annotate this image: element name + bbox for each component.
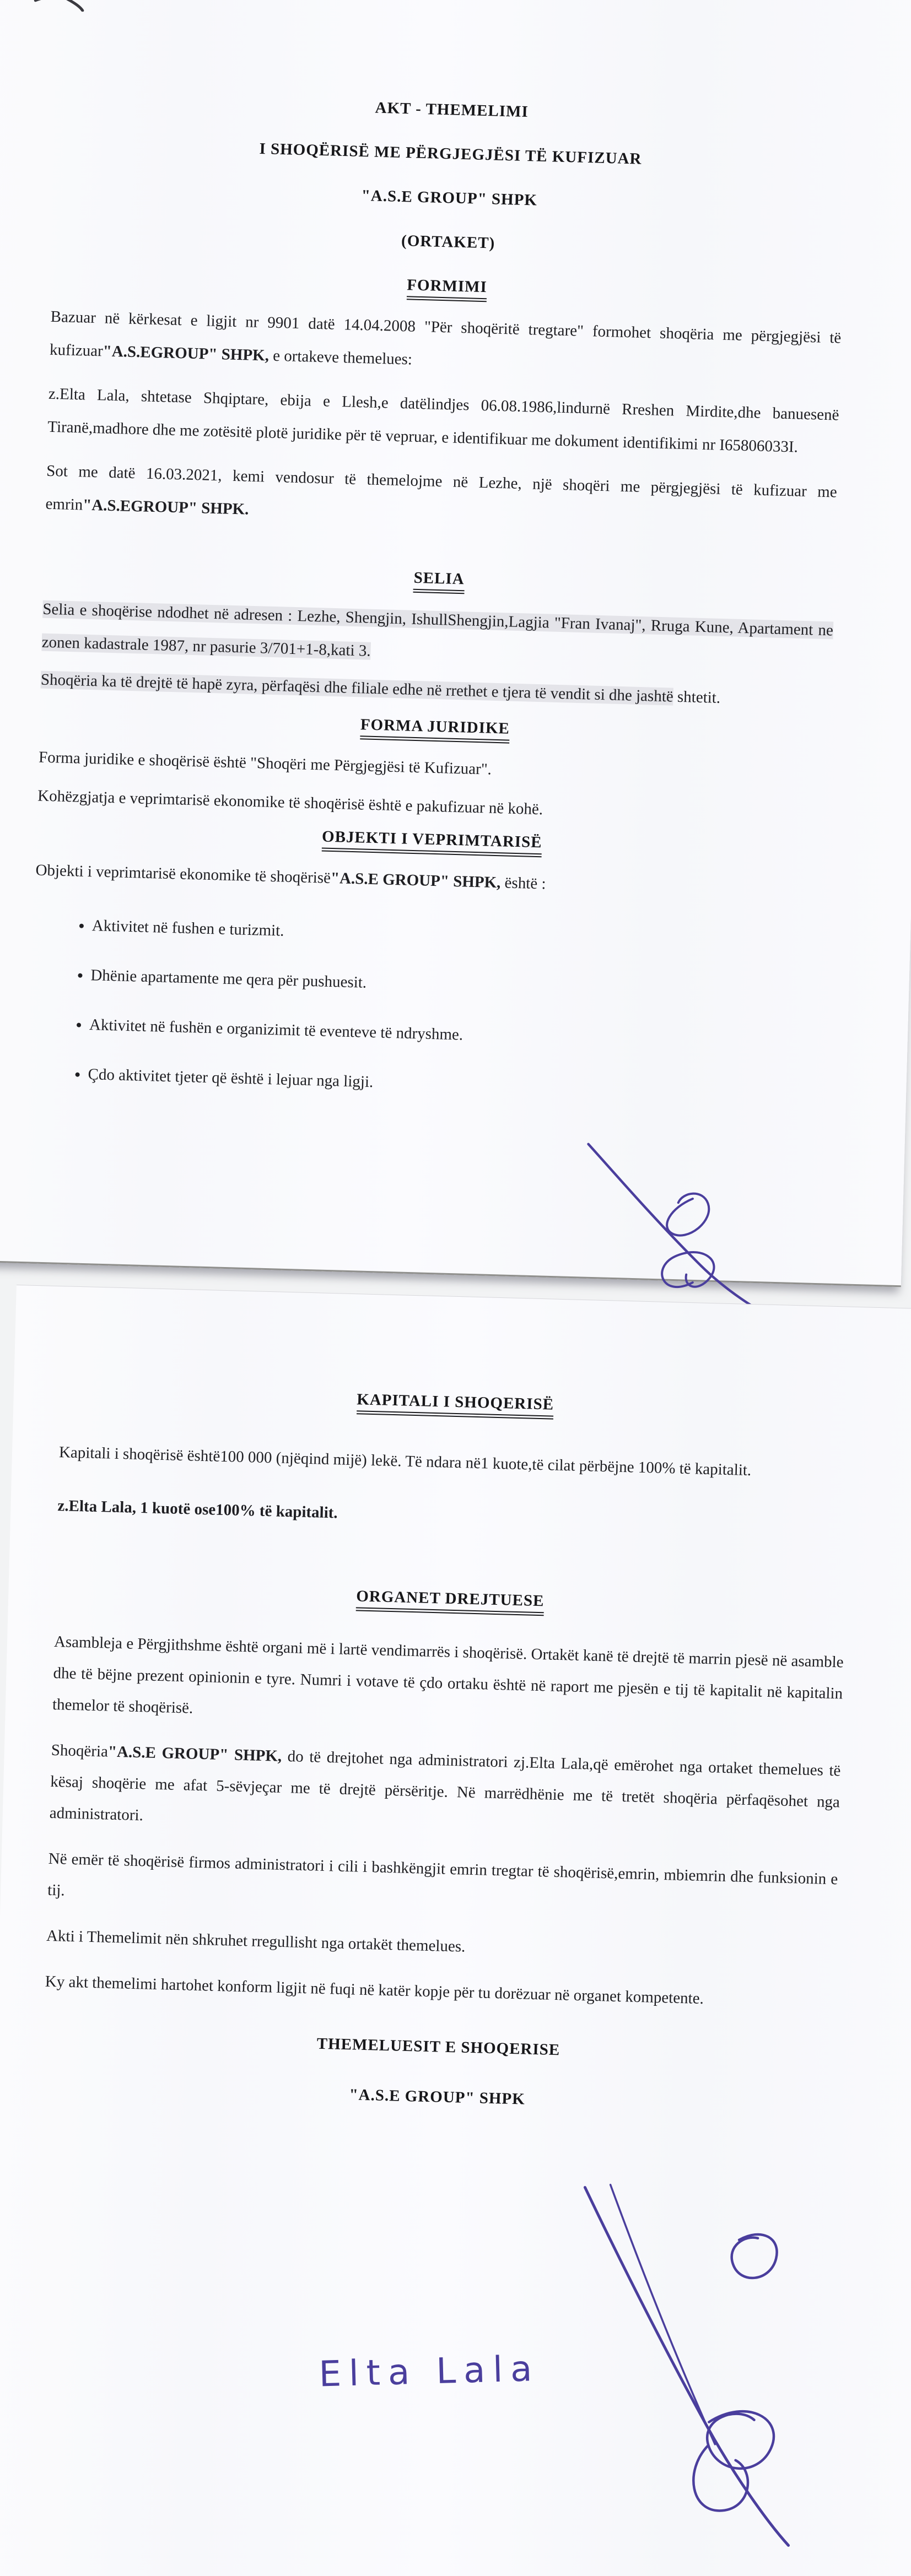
doc-title-line-3: "A.S.E GROUP" SHPK: [361, 186, 538, 209]
activity-bullet-list: [30, 907, 825, 1111]
paragraph-formimi-1: Bazuar në kërkesat e ligjit nr 9901 datë 14.04.2008 "Për shoqëritë tregtare" formohet shoqëria me përgjegjësi të kufizuar"A.S.EGROUP" SHPK, e ortakeve themelues:: [49, 307, 842, 369]
bullet-item: • Çdo aktivitet tjeter që është i lejuar nga ligji.: [88, 1058, 821, 1111]
section-heading-objekti: OBJEKTI I VEPRIMTARISË: [36, 820, 828, 865]
signature-ink-page2: [568, 2182, 814, 2551]
doc-title-line-4: (ORTAKET): [401, 231, 495, 252]
handwritten-signature-name: Elta Lala: [318, 2348, 541, 2395]
footer-founders-line: THEMELUESIT E SHOQERISE: [316, 2034, 560, 2059]
paragraph-formimi-2: z.Elta Lala, shtetase Shqiptare, ebija e Llesh,e datëlindjes 06.08.1986,lindurnë Rreshen Mirdite,dhe banuesenë Tiranë,madhore dhe me zotësitë plotë juridike për të vepruar, e identifikuar me dokument identifikimi nr I65806033I.: [47, 385, 839, 456]
bullet-item: • Aktivitet në fushen e turizmit.: [91, 909, 825, 962]
bullet-item: • Aktivitet në fushën e organizimit të eventeve të ndryshme.: [89, 1008, 822, 1061]
paragraph-selia-2: Shoqëria ka të drejtë të hapë zyra, përfaqësi dhe filiale edhe në rrethet e tjera të vendit si dhe jashtë shtetit.: [40, 670, 721, 707]
signature-ink-page1: [575, 1140, 795, 1322]
paragraph-organet-5: Ky akt themelimi hartohet konform ligjit në fuqi në katër kopje për tu dorëzuar në organet kompetente.: [45, 1972, 704, 2008]
bold-company-name: "A.S.EGROUP" SHPK,: [103, 342, 269, 365]
section-heading-formimi: FORMIMI: [51, 267, 843, 312]
paragraph-forma-2: Kohëzgjatja e veprimtarisë ekonomike të shoqërisë është e pakufizuar në kohë.: [37, 787, 543, 819]
paragraph-organet-3: Në emër të shoqërisë firmos administratori i cili i bashkëngjit emrin tregtar të shoqërisë,emrin, mbiemrin dhe funksionin e tij.: [47, 1849, 838, 1899]
paragraph-kapitali-quota: z.Elta Lala, 1 kuotë ose100% të kapitalit.: [57, 1497, 338, 1522]
section-heading-selia: SELIA: [44, 559, 835, 604]
page-2: [0, 1285, 911, 2576]
paragraph-forma-1: Forma juridike e shoqërisë është "Shoqëri me Përgjegjësi të Kufizuar".: [38, 748, 492, 778]
scan-corner-ink-artifact: [23, 0, 106, 12]
paragraph-organet-4: Akti i Themelimit nën shkruhet rregullisht nga ortakët themelues.: [46, 1926, 466, 1956]
section-heading-organet: ORGANET DREJTUESE: [55, 1579, 845, 1623]
bold-company-name: "A.S.E GROUP" SHPK,: [107, 1742, 282, 1765]
paragraph-organet-1: Asambleja e Përgjithshme është organi më i lartë vendimarrës i shoqërisë. Ortakët kanë të drejtë të marrin pjesë në asamble dhe të bëjne prezent opinionin e tyre. Numri i votave të çdo ortaku është në raport me pjesën e tij të kapitalit në kapitalin themelor të shoqërisë.: [52, 1633, 844, 1717]
paragraph-organet-2: Shoqëria"A.S.E GROUP" SHPK, do të drejtohet nga administratori zj.Elta Lala,që emërohet nga ortaket themelues të kësaj shoqërie me afat 5-sëvjeçar me të drejtë përsëritje. Në marrëdhënie me të tretët shoqëria përfaqësohet nga administratori.: [49, 1741, 841, 1825]
doc-title-line-2: I SHOQËRISË ME PËRGJEGJËSI TË KUFIZUAR: [259, 139, 642, 168]
bold-company-name: "A.S.EGROUP" SHPK.: [82, 496, 249, 518]
section-heading-forma-juridike: FORMA JURIDIKE: [39, 707, 831, 753]
page-1: [0, 0, 911, 1287]
section-heading-kapitali: KAPITALI I SHOQERISË: [60, 1383, 850, 1427]
paragraph-selia-1: Selia e shoqërise ndodhet në adresen : Lezhe, Shengjin, IshullShengjin,Lagjia "Fran Ivanaj", Rruga Kune, Apartament ne zonen kadastrale 1987, nr pasurie 3/701+1-8,kati 3.: [41, 600, 834, 660]
paragraph-formimi-3: Sot me datë 16.03.2021, kemi vendosur të themelojme në Lezhe, një shoqëri me përgjegjësi të kufizuar me emrin"A.S.EGROUP" SHPK.: [45, 462, 838, 518]
paragraph-objekti-intro: Objekti i veprimtarisë ekonomike të shoqërisë"A.S.E GROUP" SHPK, është :: [35, 861, 546, 893]
doc-title-line-1: AKT - THEMELIMI: [375, 99, 529, 121]
bold-company-name: "A.S.E GROUP" SHPK,: [330, 869, 501, 892]
footer-company-line: "A.S.E GROUP" SHPK: [349, 2086, 526, 2108]
bullet-item: • Dhënie apartamente me qera për pushuesit.: [90, 959, 824, 1011]
paragraph-kapitali-1: Kapitali i shoqërisë është100 000 (njëqind mijë) lekë. Të ndara në1 kuote,të cilat përbëjne 100% të kapitalit.: [58, 1443, 752, 1480]
